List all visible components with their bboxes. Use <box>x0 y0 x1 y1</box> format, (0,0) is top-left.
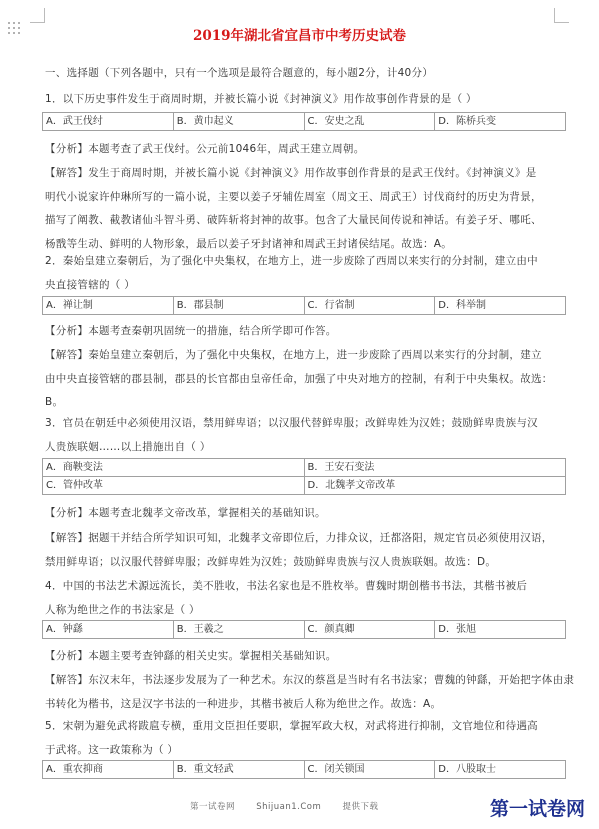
question-4-analysis <box>45 645 560 669</box>
question-5-options <box>42 760 566 779</box>
question-5-stem <box>45 715 560 762</box>
option-b: B．重文轻武 <box>174 761 305 778</box>
question-3-options <box>42 458 566 495</box>
option-d: D．陈桥兵变 <box>438 116 496 127</box>
text-line: 【分析】本题主要考查钟繇的相关史实。掌握相关基础知识。 <box>45 650 337 662</box>
option-a: A．禅让制 <box>43 297 174 314</box>
text-line: 【解答】发生于商周时期，并被长篇小说《封神演义》用作故事创作背景的是武王伐纣。《封神演义》是 <box>45 167 537 179</box>
text-line: 【分析】本题考查了武王伐纣。公元前1046年，周武王建立周朝。 <box>45 143 365 155</box>
text-line: 【解答】东汉末年，书法逐步发展为了一种艺术。东汉的蔡邕是当时有名书法家；曹魏的钟繇，开始把字体由隶 <box>45 674 575 686</box>
option-c: C．颜真卿 <box>305 621 436 638</box>
question-3-stem <box>45 412 560 459</box>
text-line: 5．宋朝为避免武将跋扈专横，重用文臣担任要职，掌握军政大权，对武将进行抑制，文官地位和待遇高 <box>45 720 538 732</box>
text-line: 描写了阐教、截教诸仙斗智斗勇、破阵斩将封神的故事。包含了大量民间传说和神话。有姜子牙、哪吒、 <box>45 214 542 226</box>
option-b: B．黄巾起义 <box>174 113 305 130</box>
document-title: 2019年湖北省宜昌市中考历史试卷 <box>192 28 407 44</box>
options-row <box>43 459 565 477</box>
option-d: D．科举制 <box>438 300 486 311</box>
question-3-answer <box>45 527 560 574</box>
option-c: C．安史之乱 <box>305 113 436 130</box>
question-1-options <box>42 112 566 131</box>
text-line: 于武将。这一政策称为（ ） <box>45 743 179 756</box>
question-1-analysis <box>45 138 560 162</box>
question-2-options <box>42 296 566 315</box>
option-d: D．八股取士 <box>438 764 496 775</box>
option-a: A．重农抑商 <box>43 761 174 778</box>
question-1-stem <box>45 88 560 112</box>
option-a: A．武王伐纣 <box>43 113 174 130</box>
question-1-answer <box>45 162 560 256</box>
text-line: 2．秦始皇建立秦朝后，为了强化中央集权，在地方上，进一步废除了西周以来实行的分封制，建立由中 <box>45 255 538 267</box>
question-2-stem <box>45 250 560 297</box>
question-3-analysis <box>45 502 560 526</box>
option-d: D．北魏孝文帝改革 <box>307 480 396 491</box>
option-c: C．闭关锁国 <box>305 761 436 778</box>
option-a: A．商鞅变法 <box>43 459 305 476</box>
question-2-answer <box>45 344 560 415</box>
page-corner-mark <box>554 8 569 23</box>
option-b: B．王羲之 <box>174 621 305 638</box>
option-b: B．王安石变法 <box>307 462 375 473</box>
option-b: B．郡县制 <box>174 297 305 314</box>
text-line: 由中央直接管辖的郡县制，郡县的长官都由皇帝任命，加强了中央对地方的控制，有利于中央集权。故选： <box>45 372 553 385</box>
footer-download-note: 提供下载 <box>342 802 379 812</box>
question-4-answer <box>45 669 575 716</box>
section-header <box>45 62 560 86</box>
brand-logo: 第一试卷网 <box>490 798 586 820</box>
text-line: 【解答】秦始皇建立秦朝后，为了强化中央集权，在地方上，进一步废除了西周以来实行的分封制，建立 <box>45 349 542 361</box>
question-2-analysis <box>45 320 560 344</box>
text-line: 人称为绝世之作的书法家是（ ） <box>45 603 200 616</box>
text-line: 3．官员在朝廷中必须使用汉语，禁用鲜卑语；以汉服代替鲜卑服；改鲜卑姓为汉姓；鼓励鲜卑贵族与汉 <box>45 417 538 429</box>
text-line: 明代小说家许仲琳所写的一篇小说，主要以姜子牙辅佐周室（周文王、周武王）讨伐商纣的历史为背景， <box>45 190 542 203</box>
page-footer <box>190 800 396 812</box>
text-line: 1．以下历史事件发生于商周时期，并被长篇小说《封神演义》用作故事创作背景的是（ ） <box>45 93 477 105</box>
question-4-options <box>42 620 566 639</box>
options-row <box>43 477 565 494</box>
text-line: 【解答】据题干并结合所学知识可知，北魏孝文帝即位后，力排众议，迁都洛阳，规定官员必须使用汉语， <box>45 532 553 544</box>
text-line: 禁用鲜卑语；以汉服代替鲜卑服；改鲜卑姓为汉姓；鼓励鲜卑贵族与汉人贵族联姻。故选：D。 <box>45 555 497 568</box>
text-line: 人贵族联姻……以上措施出自（ ） <box>45 440 211 453</box>
text-line: 4．中国的书法艺术源远流长，美不胜收，书法名家也是不胜枚举。曹魏时期创楷书书法，其楷书被后 <box>45 580 528 592</box>
option-c: C．管仲改革 <box>43 477 305 494</box>
question-4-stem <box>45 575 560 622</box>
text-line: 杨戬等生动、鲜明的人物形象，最后以姜子牙封诸神和周武王封诸侯结尾。故选：A。 <box>45 237 453 250</box>
text-line: 【分析】本题考查北魏孝文帝改革，掌握相关的基础知识。 <box>45 507 326 519</box>
footer-site-url: Shijuan1.Com <box>256 802 322 812</box>
text-line: 央直接管辖的（ ） <box>45 278 136 291</box>
option-c: C．行省制 <box>305 297 436 314</box>
footer-site-name: 第一试卷网 <box>190 802 236 812</box>
section-header-text: 一、选择题（下列各题中，只有一个选项是最符合题意的，每小题2分，计40分） <box>45 67 434 79</box>
text-line: B。 <box>45 396 64 408</box>
text-line: 【分析】本题考查秦朝巩固统一的措施，结合所学即可作答。 <box>45 325 337 337</box>
text-line: 书转化为楷书，这是汉字书法的一种进步，其楷书被后人称为绝世之作。故选：A。 <box>45 697 442 710</box>
option-d: D．张旭 <box>438 624 476 635</box>
page-corner-mark <box>30 8 45 23</box>
option-a: A．钟繇 <box>43 621 174 638</box>
